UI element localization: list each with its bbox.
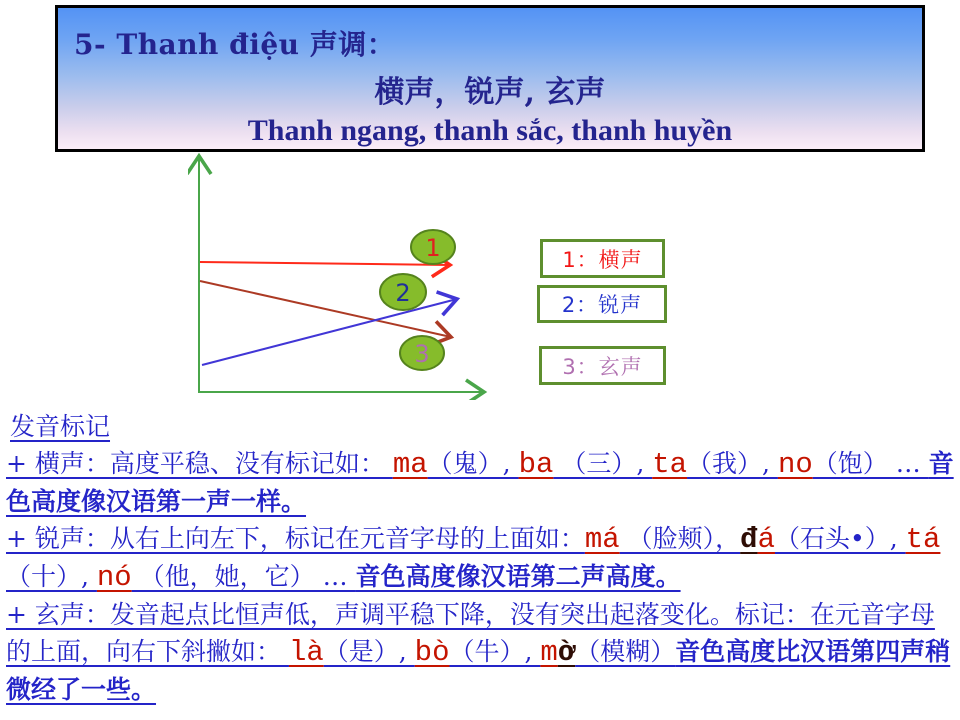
example-word: ta [652, 448, 688, 481]
slide-title: 5- Thanh điệu 声调： [74, 28, 396, 61]
text-segment: 音色高度比汉语第四声稍微经了一些。 [6, 637, 951, 704]
example-word: ma [392, 448, 428, 481]
example-word: ờ [557, 636, 576, 669]
pronunciation-notes [6, 408, 954, 708]
note-tone3-huyen [6, 596, 954, 708]
legend-tone1-label: 1：横声 [562, 247, 643, 272]
example-word: no [777, 448, 813, 481]
example-word: ba [518, 448, 554, 481]
tone1-badge-number: 1 [425, 234, 441, 262]
text-segment: + 横声：高度平稳、没有标记如： [6, 449, 393, 478]
note-tone2-sac [6, 520, 954, 596]
text-segment: （是）, [323, 637, 415, 666]
text-segment: （石头•）, [774, 524, 906, 553]
text-segment: （他，她，它） … [131, 562, 356, 591]
example-word: là [288, 636, 324, 669]
text-segment: （脸颊）， [619, 524, 741, 553]
legend-tone1 [540, 239, 665, 278]
tone1-level-line [200, 262, 450, 265]
title-box [55, 5, 925, 152]
legend-tone3-label: 3：玄声 [562, 354, 643, 379]
title-tones-chinese: 横声，锐声, 玄声 [374, 75, 606, 110]
example-word: nó [96, 561, 132, 594]
title-tones-vietnamese: Thanh ngang, thanh sắc, thanh huyền [247, 114, 733, 147]
legend-tone2-label: 2：锐声 [561, 293, 643, 317]
text-segment: 音色高度像汉语第二声高度。 [355, 562, 681, 591]
example-word: tá [905, 523, 941, 556]
text-segment: 音色高度像汉语第一声一样。 [6, 449, 954, 516]
tone-contour-diagram [188, 148, 500, 400]
example-word: đ [740, 523, 758, 556]
tone2-badge-number: 2 [395, 279, 411, 307]
example-word: á [757, 523, 775, 556]
notes-heading: 发音标记 [10, 412, 111, 441]
text-segment: （我）, [687, 449, 778, 478]
tone3-badge-number: 3 [414, 340, 430, 368]
text-segment: （三）, [553, 449, 653, 478]
example-word: bò [414, 636, 450, 669]
text-segment: （十）, [6, 562, 97, 591]
legend-tone2 [537, 285, 667, 323]
legend-tone3 [539, 346, 666, 385]
text-segment: （饱） … [812, 449, 929, 478]
text-segment: （鬼）, [427, 449, 519, 478]
example-word: má [584, 523, 620, 556]
example-word: m [540, 636, 558, 669]
text-segment: + 玄声：发音起点比恒声低，声调平稳下降，没有突出起落变化。标记：在元音字母的上面，向右下斜撇如： [6, 600, 935, 666]
text-segment: （模糊） [575, 637, 676, 666]
text-segment: （牛）, [449, 637, 541, 666]
text-segment: + 锐声：从右上向左下，标记在元音字母的上面如： [6, 524, 585, 553]
note-tone1-ngang [6, 445, 954, 520]
